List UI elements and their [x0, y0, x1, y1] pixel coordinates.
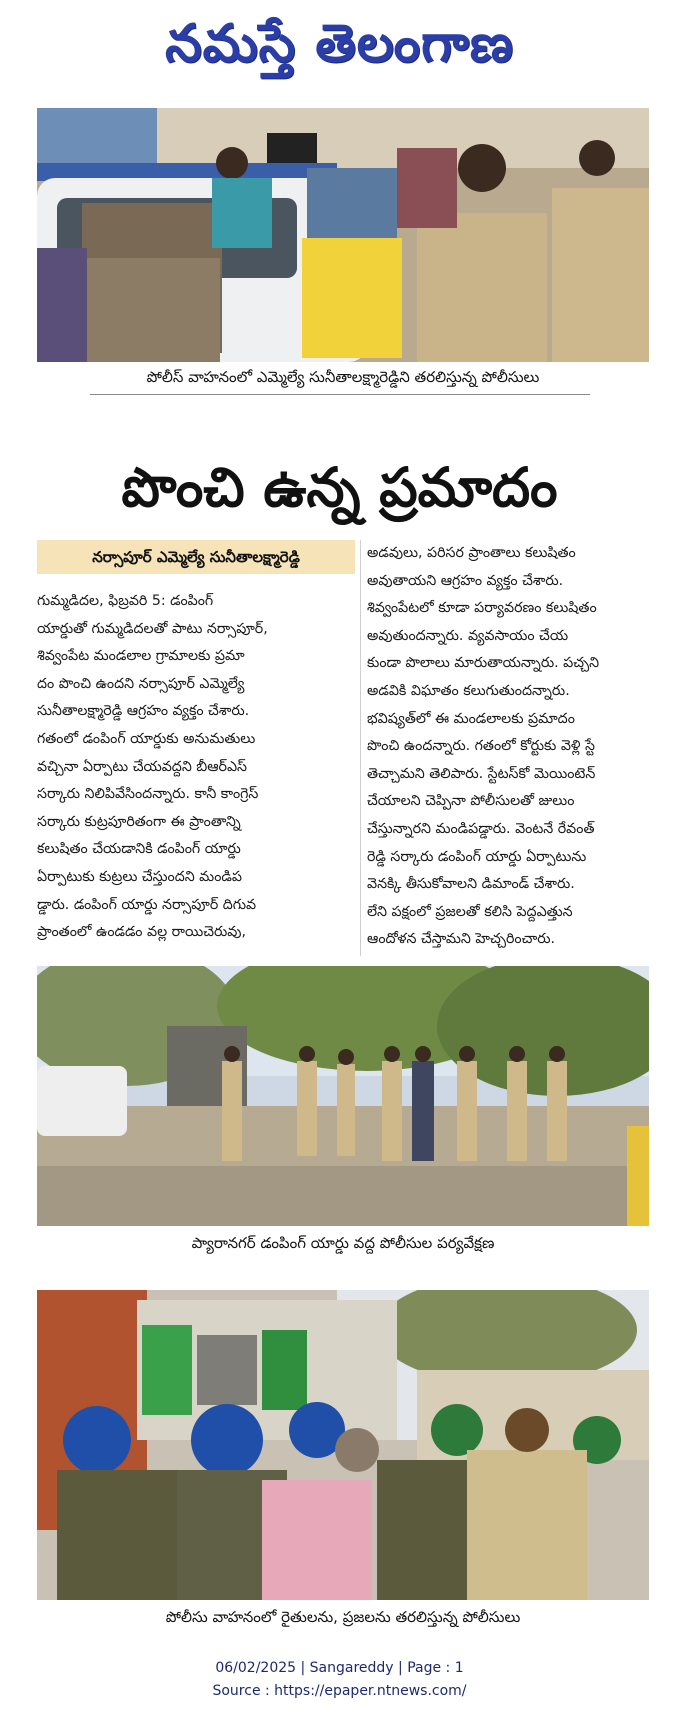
article-line: చేయాలని చెప్పినా పోలీసులతో జులుం	[367, 793, 575, 810]
article-line: గుమ్మడిదల, ఫిబ్రవరి 5: డంపింగ్	[37, 593, 214, 609]
article-line: అవుతాయని ఆగ్రహం వ్యక్తం చేశారు.	[367, 572, 564, 589]
article-line: వచ్చినా ఏర్పాటు చేయవద్దని బీఆర్ఎస్	[37, 758, 248, 775]
article-line: కలుషితం చేయడానికి డంపింగ్ యార్డు	[37, 841, 241, 858]
article-line: చేస్తున్నారని మండిపడ్డారు. వెంటనే రేవంత్	[367, 820, 595, 837]
byline: నర్సాపూర్ ఎమ్మెల్యే సునీతాలక్ష్మారెడ్డి	[37, 540, 355, 574]
newspaper-logo: నమస్తే తెలంగాణ	[165, 13, 514, 74]
article-line: డ్డారు. డంపింగ్ యార్డు నర్సాపూర్ దిగువ	[37, 896, 257, 913]
article-line: కుండా పొలాలు మారుతాయన్నారు. పచ్చని	[367, 655, 600, 672]
article-line: శివ్వంపేటలో కూడా పర్యావరణం కలుషితం	[367, 600, 597, 617]
article-line: ఏర్పాటుకు కుట్రలు చేస్తుందని మండిప	[37, 868, 242, 885]
article-line: వెనక్కి తీసుకోవాలని డిమాండ్ చేశారు.	[367, 876, 575, 893]
article-line: లేని పక్షంలో ప్రజలతో కలిసి పెద్దఎత్తున	[367, 903, 573, 920]
article-line: సునీతాలక్ష్మారెడ్డి ఆగ్రహం వ్యక్తం చేశారు.	[37, 703, 250, 720]
article-column-left	[37, 588, 355, 947]
article-line: ప్రాంతంలో ఉండడం వల్ల రాయిచెరువు,	[37, 924, 246, 941]
article-line: యార్డుతో గుమ్మడిదలతో పాటు నర్సాపూర్,	[37, 620, 268, 637]
top-photo-caption: పోలీస్ వాహనంలో ఎమ్మెల్యే సునీతాలక్ష్మారెడ్డిని తరలిస్తున్న పోలీసులు	[146, 368, 540, 386]
bottom-photo	[37, 1290, 649, 1600]
article-line: గతంలో డంపింగ్ యార్డుకు అనుమతులు	[37, 730, 256, 747]
article-line: తెచ్చామని తెలిపారు. స్టేటస్‌కో మెయింటెన్	[367, 765, 596, 782]
middle-photo-caption: ప్యారానగర్ డంపింగ్ యార్డు వద్ద పోలీసుల పర్యవేక్షణ	[191, 1234, 495, 1252]
article-line: దం పొంచి ఉందని నర్సాపూర్ ఎమ్మెల్యే	[37, 675, 245, 692]
caption-divider	[90, 394, 590, 395]
middle-photo	[37, 966, 649, 1226]
article-column-right	[367, 540, 649, 954]
column-divider	[360, 540, 361, 956]
article-line: రెడ్డి సర్కారు డంపింగ్ యార్డు ఏర్పాటును	[367, 848, 587, 865]
masthead	[0, 0, 679, 100]
article-line: అవుతుందన్నారు. వ్యవసాయం చేయ	[367, 627, 569, 644]
article-line: అడవులు, పరిసర ప్రాంతాలు కలుషితం	[367, 545, 576, 561]
article-line: సర్కారు నిలిపివేసిందన్నారు. కానీ కాంగ్రెస్	[37, 786, 259, 803]
footer-source: Source : https://epaper.ntnews.com/	[212, 1683, 467, 1699]
article-line: శివ్వంపేట మండలాల గ్రామాలకు ప్రమా	[37, 648, 245, 665]
article-line: పొంచి ఉందన్నారు. గతంలో కోర్టుకు వెళ్లి స్టే	[367, 738, 595, 755]
bottom-photo-caption: పోలీసు వాహనంలో రైతులను, ప్రజలను తరలిస్తున్న పోలీసులు	[165, 1608, 521, 1626]
article-line: భవిష్యత్‌లో ఈ మండలాలకు ప్రమాదం	[367, 710, 575, 727]
article-line: ఆందోళన చేస్తామని హెచ్చరించారు.	[367, 931, 556, 948]
footer-date-edition: 06/02/2025 | Sangareddy | Page : 1	[215, 1660, 464, 1676]
headline: పొంచి ఉన్న ప్రమాదం	[121, 456, 558, 519]
article-line: అడవికి విఘాతం కలుగుతుందన్నారు.	[367, 682, 570, 699]
top-photo	[37, 108, 649, 362]
article-line: సర్కారు కుట్రపూరితంగా ఈ ప్రాంతాన్ని	[37, 813, 241, 830]
